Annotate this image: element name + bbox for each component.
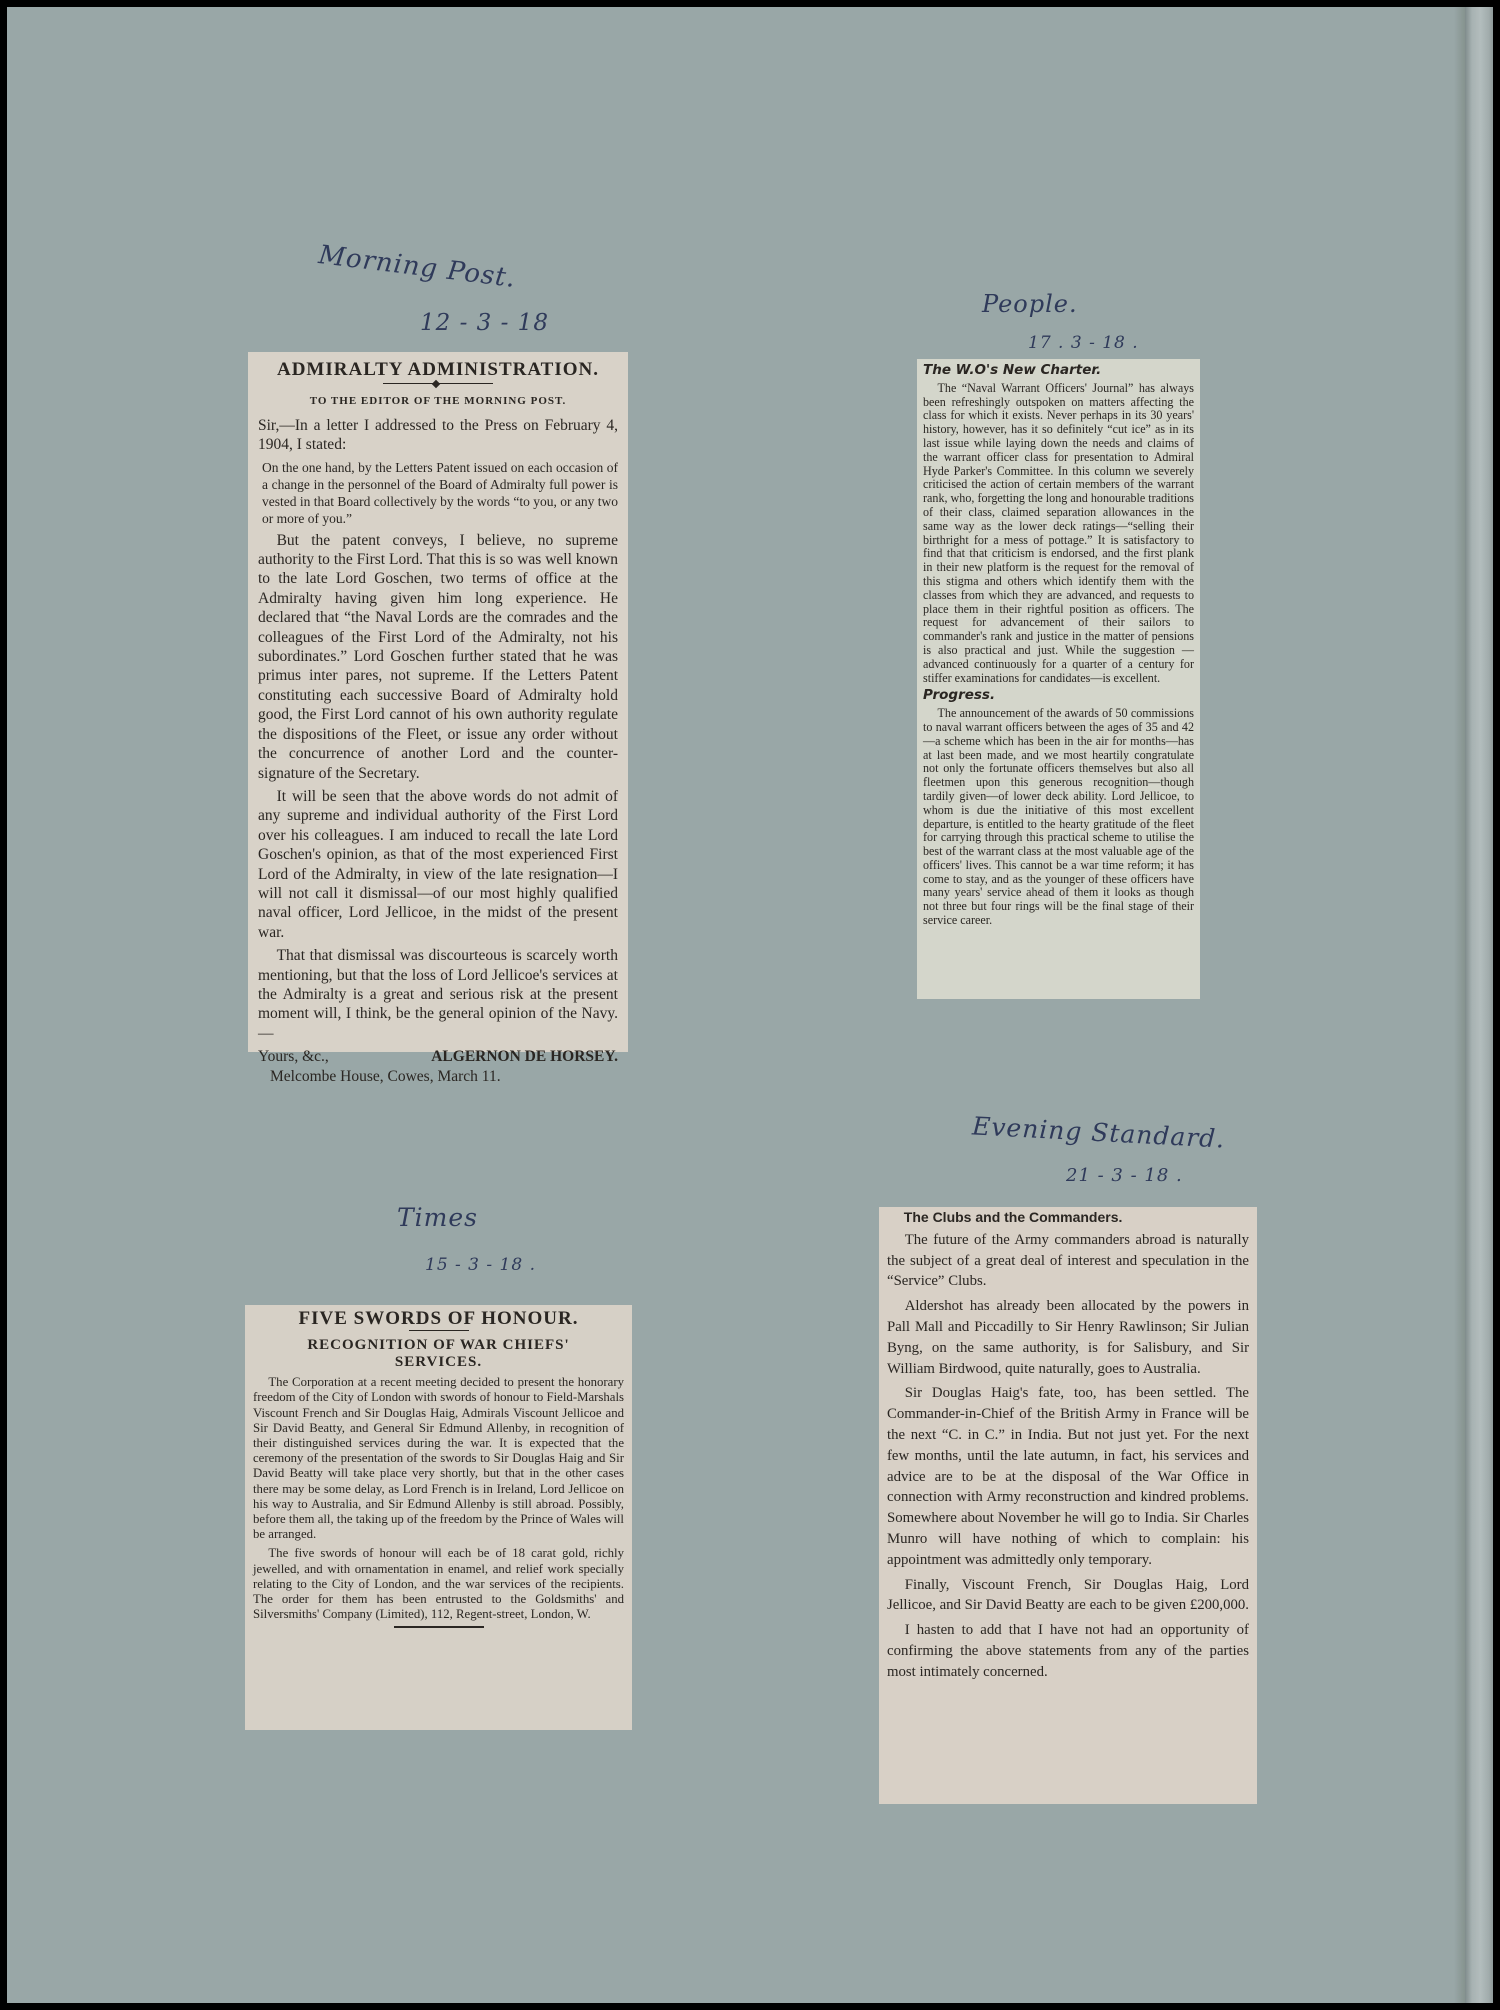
clipping-subhead: RECOGNITION OF WAR CHIEFS' SERVICES. (307, 1337, 570, 1371)
annotation-times: Times (397, 1203, 479, 1232)
quoted-paragraph: On the one hand, by the Letters Patent issued on each occasion of a change in the personnel of the Board of Admiralty full power is vested in that Board collectively by the words “to you, or any two or more of you.” (262, 459, 618, 526)
paragraph: I hasten to add that I have not had an opportunity of confirming the above statements from any of the parties most intimately concerned. (887, 1622, 1249, 1680)
ornament-rule (383, 383, 493, 384)
clipping-headline: FIVE SWORDS OF HONOUR. (298, 1308, 579, 1329)
clipping-headline: The Clubs and the Commanders. (903, 1209, 1123, 1225)
signature-line (258, 1047, 618, 1066)
address: Melcombe House, Cowes, March 11. (270, 1067, 501, 1085)
divider (394, 1626, 484, 1628)
clipping-headline: The W.O's New Charter. (923, 362, 1102, 378)
paragraph: Sir,—In a letter I addressed to the Press on February 4, 1904, I stated: (258, 416, 618, 454)
signature: ALGERNON DE HORSEY. (431, 1048, 618, 1066)
annotation-evening-standard-date: 21 - 3 - 18 . (1066, 1165, 1183, 1186)
scrapbook-page (7, 7, 1493, 2003)
clipping-headline: ADMIRALTY ADMINISTRATION. (276, 359, 599, 380)
paragraph: Aldershot has already been allocated by the powers in Pall Mall and Piccadilly to Sir Henry Rawlinson; Sir Julian Byng, on the same authority, is for Salisbury, and Sir William Birdwood, quite naturally, goes to Australia. (887, 1298, 1249, 1377)
divider (409, 1330, 469, 1331)
paragraph: But the patent conveys, I believe, no supreme authority to the First Lord. That this is so was well known to the late Lord Goschen, two terms of office at the Admiralty having given him long experience. He declared that “the Naval Lords are the comrades and the colleagues of the First Lord of the Admiralty, not his subordinates.” Lord Goschen further stated that he was primus inter pares, not supreme. If the Letters Patent constituting each successive Board of Admiralty hold good, the First Lord cannot of his own authority regulate the dispositions of the Fleet, or issue any order without the concurrence of another Lord and the counter-signature of the Secretary. (258, 531, 618, 782)
paragraph: Finally, Viscount French, Sir Douglas Haig, Lord Jellicoe, and Sir David Beatty are each to be given £200,000. (887, 1576, 1250, 1614)
annotation-morning-post: Morning Post. (316, 240, 518, 294)
annotation-morning-post-date: 12 - 3 - 18 (420, 310, 549, 336)
clipping-subhead: TO THE EDITOR OF THE MORNING POST. (309, 395, 567, 408)
page-edge (1454, 7, 1465, 2003)
paragraph: It will be seen that the above words do not admit of any supreme and individual authority of the First Lord over his colleagues. I am induced to recall the late Lord Goschen's opinion, as that of the most experienced First Lord of the Admiralty, in view of the late resignation—I will not call it dismissal—of our most highly qualified naval officer, Lord Jellicoe, in the midst of the present war. (258, 787, 618, 941)
clipping-morning-post (248, 352, 628, 1085)
book-spine (1465, 7, 1493, 2003)
clipping-people (917, 359, 1200, 999)
paragraph: The announcement of the awards of 50 commissions to naval warrant officers between the ages of 35 and 42—a scheme which has been in the air for months—has at last been made, and we most heartily congratulate not only the fortunate officers themselves but also all fleetmen upon this generous recognition—though tardily given—of lower deck ability. Lord Jellicoe, to whom is due the initiative of this most excellent departure, is entitled to the hearty gratitude of the fleet for carrying through this practical scheme to utilise the best of the warrant class at the most valuable age of the officers' lives. This cannot be a war time reform; it has come to stay, and as the younger of these officers have many years' service ahead of them it looks as though not three but four rings will be the final stage of their service career. (923, 706, 1194, 928)
paragraph: Sir Douglas Haig's fate, too, has been settled. The Commander-in-Chief of the British Army in France will be the next “C. in C.” in India. But not just yet. For the next few months, until the late autumn, in fact, his services and advice are to be at the disposal of the War Office in connection with Army reconstruction and kindred problems. Somewhere about November he will go to India. Sir Charles Munro will have nothing of which to complain: his appointment was admittedly only temporary. (887, 1385, 1249, 1568)
section-heading: Progress. (923, 687, 996, 704)
annotation-people: People. (982, 290, 1078, 318)
clipping-times (245, 1305, 632, 1730)
clipping-evening-standard (879, 1207, 1257, 1804)
paragraph: The five swords of honour will each be of 18 carat gold, richly jewelled, and with ornamentation in enamel, and relief work specially relating to the City of London, and the war services of the recipients. The order for them has been entrusted to the Goldsmiths' and Silversmiths' Company (Limited), 112, Regent-street, London, W. (253, 1546, 624, 1622)
paragraph: The future of the Army commanders abroad is naturally the subject of a great deal of interest and speculation in the “Service” Clubs. (887, 1231, 1249, 1290)
signoff: Yours, &c., (258, 1048, 329, 1066)
paragraph: The “Naval Warrant Officers' Journal” has always been refreshingly outspoken on matters affecting the class for which it exists. Never perhaps in its 30 years' history, however, has it so definitely “cut ice” as in its last issue while laying down the needs and claims of the warrant officer class for presentation to Admiral Hyde Parker's Committee. In this column we severely criticised the action of certain members of the warrant rank, who, forgetting the long and honourable traditions of their class, claimed separation allowances in the same way as the lower deck ratings—“selling their birthright for a mess of pottage.” It is satisfactory to find that that criticism is endorsed, and the first plank in their new platform is the request for the removal of this stigma and others which identify them with the classes from which they are advanced, and requests to place them in their rightful position as officers. The request for advancement of their sailors to commander's rank and justice in the matter of pensions is also practical and just. While the suggestion —advanced continuously for a quarter of a century for stiffer examinations for candidates—is excellent. (923, 380, 1194, 685)
paragraph: That that dismissal was discourteous is scarcely worth mentioning, but that the loss of Lord Jellicoe's services at the Admiralty is a great and serious risk at the present moment will, I think, be the general opinion of the Navy.— (258, 947, 618, 1042)
annotation-people-date: 17 . 3 - 18 . (1028, 333, 1139, 353)
paragraph: The Corporation at a recent meeting decided to present the honorary freedom of the City of London with swords of honour to Field-Marshals Viscount French and Sir Douglas Haig, Admirals Viscount Jellicoe and Sir David Beatty, and General Sir Edmund Allenby, in recognition of their distinguished services during the war. It is expected that the ceremony of the presentation of the swords to Sir Douglas Haig and Sir David Beatty will take place very shortly, but that in the other cases there may be some delay, as Lord French is in Ireland, Lord Jellicoe on his way to Australia, and Sir Edmund Allenby is still abroad. Possibly, before them all, the taking up of the freedom by the Prince of Wales will be arranged. (253, 1375, 624, 1542)
annotation-evening-standard: Evening Standard. (971, 1111, 1226, 1154)
annotation-times-date: 15 - 3 - 18 . (425, 1255, 536, 1275)
